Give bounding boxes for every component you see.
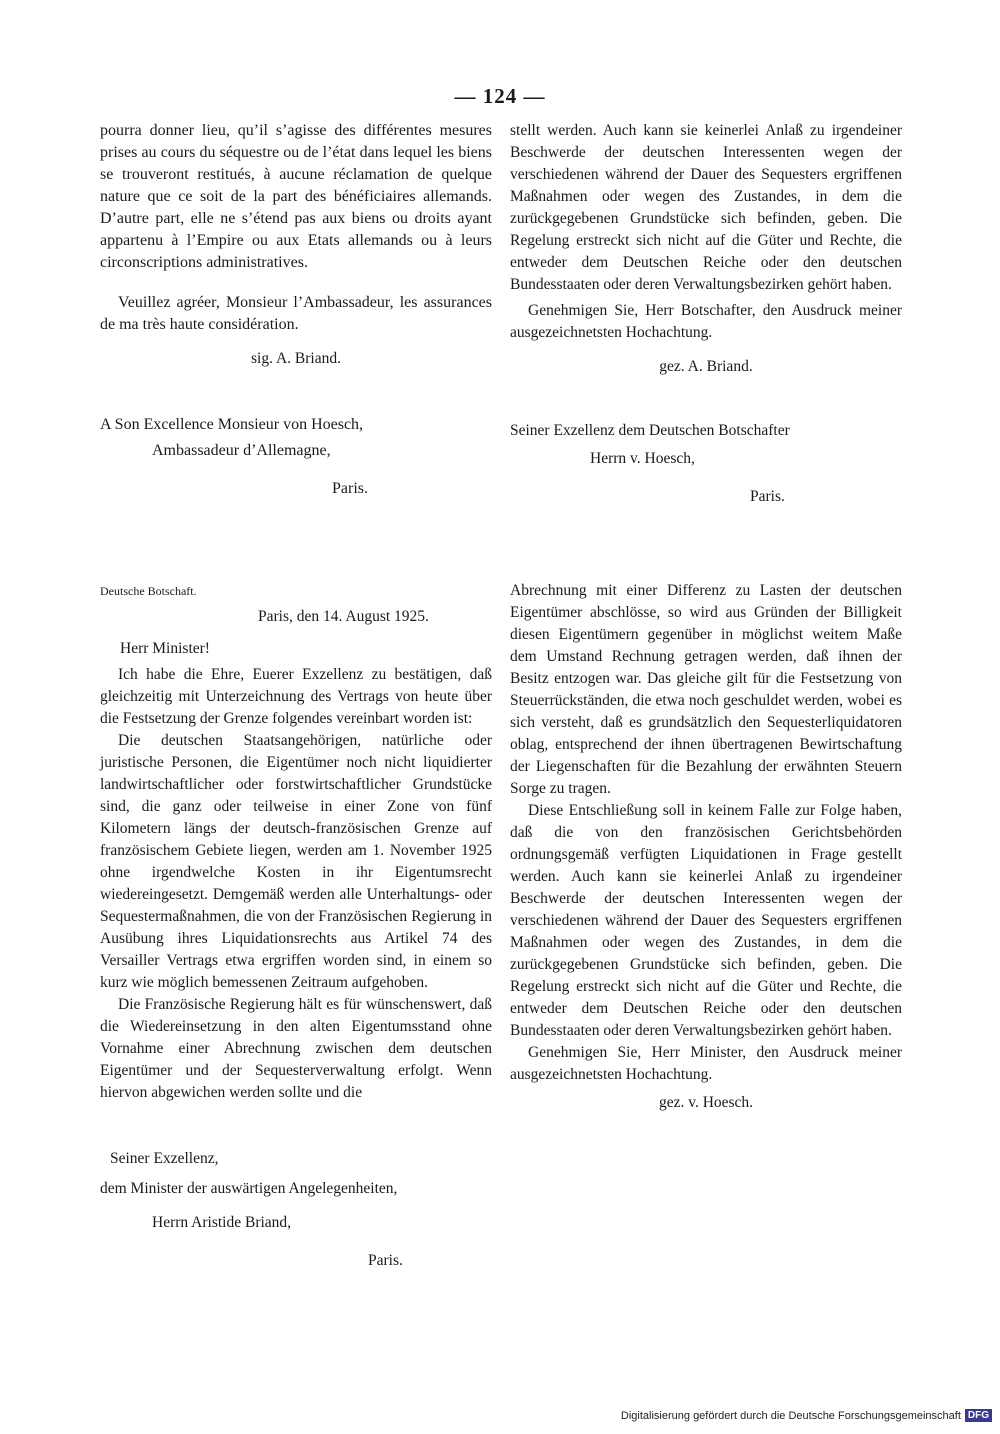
french-signature: sig. A. Briand. (251, 350, 341, 367)
letter-addressee-line1: Seiner Exzellenz, (110, 1150, 219, 1167)
dfg-logo: DFG (965, 1409, 992, 1422)
french-addressee-city: Paris. (332, 480, 368, 497)
letter-para2: Die deutschen Staatsangehörigen, natürliche oder juristische Personen, die Eigentümer noch nicht liquidierter landwirtschaftlicher oder forstwirtschaftlicher Grundstücke sind, die ganz oder teilweise in einer Zone von fünf Kilometern längs der deutsch-französischen Grenze auf französischem Gebiete liegen, werden am 1. November 1925 ohne irgendwelche Kosten in ihr Eigentumsrecht wiedereingesetzt. Demgemäß werden alle Unterhaltungs- oder Sequestermaßnahmen, die von der Französischen Regierung in Ausübung ihres Liquidationsrechts aus Artikel 74 des Versailler Vertrags etwa ergriffen worden sind, in einem so kurz wie möglich bemessenen Zeitraum aufgehoben. (100, 732, 492, 991)
page-number: — 124 — (454, 84, 546, 108)
letter-addressee-city: Paris. (368, 1252, 403, 1269)
sender: Deutsche Botschaft. (100, 584, 197, 598)
french-addressee-line1: A Son Excellence Monsieur von Hoesch, (100, 416, 364, 433)
french-addressee (100, 414, 492, 500)
german-body: stellt werden. Auch kann sie keinerlei Anlaß zu irgendeiner Beschwerde der deutschen Interessenten wegen der verschiedenen während der Dauer des Sequesters ergriffenen Maßnahmen oder wegen des Zustandes, in dem die zurückgegebenen Grundstücke sich befinden, geben. Die Regelung erstreckt sich nicht auf die Güter und Rechte, die entweder dem Deutschen Reiche oder den deutschen Bundesstaaten oder deren Verwaltungsbezirken gehört haben. (510, 122, 902, 293)
german-addressee (510, 420, 902, 508)
french-letter-end (100, 120, 492, 500)
german-addressee-line1: Seiner Exzellenz dem Deutschen Botschafter (510, 422, 790, 439)
german-addressee-city: Paris. (750, 488, 785, 505)
letter-cont-closing: Genehmigen Sie, Herr Minister, den Ausdruck meiner ausgezeichnetsten Hochachtung. (510, 1044, 902, 1083)
digitization-footer (621, 1409, 992, 1422)
letter-addressee-line3: Herrn Aristide Briand, (152, 1214, 292, 1231)
letter-cont-para1: Abrechnung mit einer Differenz zu Lasten der deutschen Eigentümer abschlösse, so wird aus Gründen der Billigkeit diesen Eigentümern gegenüber in möglichst weitem Maße dem Umstand Rechnung getragen werden, daß ihnen der Besitz entzogen war. Das gleiche gilt für die Festsetzung von Steuerrückständen, die etwa noch geschuldet werden, wobei es sich versteht, daß es grundsätzlich den Sequesterliquidatoren oblag, entsprechend der ihnen übertragenen Bewirtschaftung der Liegenschaften für die Bezahlung der erwähnten Steuern Sorge zu tragen. (510, 582, 902, 797)
letter-addressee-line2: dem Minister der auswärtigen Angelegenheiten, (100, 1180, 398, 1197)
embassy-letter-continued (510, 580, 902, 1114)
embassy-letter (100, 580, 492, 1272)
letter-para3: Die Französische Regierung hält es für wünschenswert, daß die Wiedereinsetzung in den alten Eigentumsstand ohne Vornahme einer Abrechnung zwischen dem deutschen Eigentümer und der Sequesterverwaltung erfolgt. Wenn hiervon abgewichen werden sollte und die (100, 996, 492, 1101)
letter-cont-signature: gez. v. Hoesch. (658, 1094, 754, 1111)
place-date: Paris, den 14. August 1925. (258, 608, 429, 625)
german-letter-end (510, 120, 902, 508)
german-addressee-line2: Herrn v. Hoesch, (590, 450, 695, 467)
letter-para1: Ich habe die Ehre, Euerer Exzellenz zu bestätigen, daß gleichzeitig mit Unterzeichnung des Vertrags von heute über die Festsetzung der Grenze folgendes vereinbart worden ist: (100, 666, 492, 727)
letter-cont-para2: Diese Entschließung soll in keinem Falle zur Folge haben, daß die von den französischen Gerichtsbehörden ordnungsgemäß verfügten Liquidationen in Frage gestellt werden. Auch kann sie keinerlei Anlaß zu irgendeiner Beschwerde der deutschen Interessenten wegen der verschiedenen während der Dauer des Sequesters ergriffenen Maßnahmen oder wegen des Zustandes, in dem die zurückgegebenen Grundstücke sich befinden, geben. Die Regelung erstreckt sich nicht auf die Güter und Rechte, die entweder dem Deutschen Reiche oder den deutschen Bundesstaaten oder deren Verwaltungsbezirken gehört haben. (510, 802, 902, 1039)
german-closing: Genehmigen Sie, Herr Botschafter, den Ausdruck meiner ausgezeichnetsten Hochachtung. (510, 302, 902, 341)
footer-text: Digitalisierung gefördert durch die Deutsche Forschungsgemeinschaft (620, 1409, 961, 1422)
french-body: pourra donner lieu, qu’il s’agisse des différentes mesures prises au cours du séquestre ou de l’état dans lequel les biens se trouveront restitués, à aucune réclamation de quelque nature que ce soit de la part des bénéficiaires allemands. D’autre part, elle ne s’étend pas aux biens ou droits ayant appartenu à l’Empire ou aux Etats allemands ou à leurs circonscriptions administratives. (100, 122, 492, 271)
salutation: Herr Minister! (120, 640, 210, 657)
french-addressee-line2: Ambassadeur d’Allemagne, (152, 442, 331, 459)
french-closing: Veuillez agréer, Monsieur l’Ambassadeur, les assurances de ma très haute considération. (100, 294, 492, 333)
german-signature: gez. A. Briand. (659, 358, 753, 375)
letter-addressee (100, 1148, 492, 1272)
